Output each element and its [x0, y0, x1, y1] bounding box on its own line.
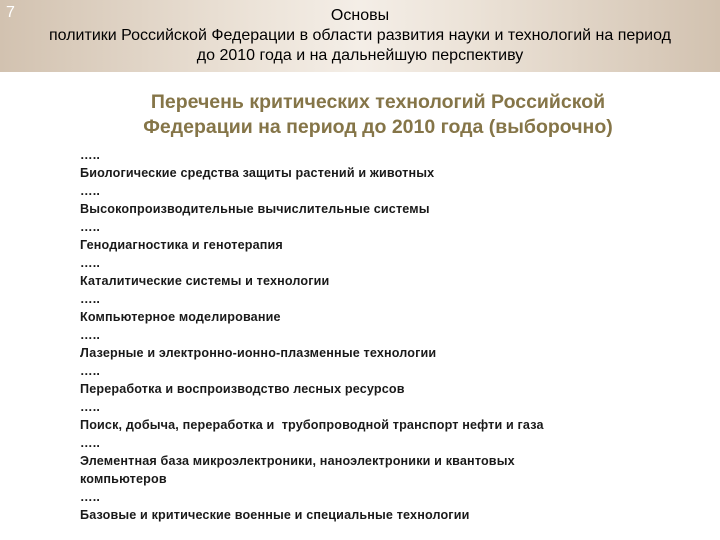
list-item: Компьютерное моделирование [80, 310, 281, 324]
list-item: Генодиагностика и генотерапия [80, 238, 283, 252]
header-title [0, 6, 720, 66]
list-item: Лазерные и электронно-ионно-плазменные технологии [80, 346, 437, 360]
ellipsis-row: ….. [80, 148, 101, 162]
ellipsis-row: ….. [80, 256, 101, 270]
list-item: Базовые и критические военные и специальные технологии [80, 508, 470, 522]
ellipsis-row: ….. [80, 436, 101, 450]
ellipsis-row: ….. [80, 328, 101, 342]
ellipsis-row: ….. [80, 490, 101, 504]
list-item: Элементная база микроэлектроники, наноэлектроники и квантовых [80, 454, 515, 468]
page-title [60, 90, 696, 140]
header-line-1: Основы [330, 7, 390, 24]
technology-list [80, 146, 680, 524]
header-line-3: до 2010 года и на дальнейшую перспективу [196, 47, 524, 64]
title-line-1: Перечень критических технологий Российской [150, 91, 606, 113]
slide-number: 7 [6, 4, 15, 21]
ellipsis-row: ….. [80, 184, 101, 198]
header-banner [0, 0, 720, 72]
ellipsis-row: ….. [80, 400, 101, 414]
list-item-continuation: компьютеров [80, 472, 167, 486]
list-item: Каталитические системы и технологии [80, 274, 330, 288]
list-item: Биологические средства защиты растений и животных [80, 166, 435, 180]
list-item: Высокопроизводительные вычислительные системы [80, 202, 430, 216]
list-item: Переработка и воспроизводство лесных ресурсов [80, 382, 405, 396]
ellipsis-row: ….. [80, 220, 101, 234]
header-line-2: политики Российской Федерации в области развития науки и технологий на период [49, 27, 671, 44]
ellipsis-row: ….. [80, 292, 101, 306]
list-item: Поиск, добыча, переработка и трубопроводной транспорт нефти и газа [80, 418, 544, 432]
ellipsis-row: ….. [80, 364, 101, 378]
title-line-2: Федерации на период до 2010 года (выборочно) [143, 116, 613, 138]
